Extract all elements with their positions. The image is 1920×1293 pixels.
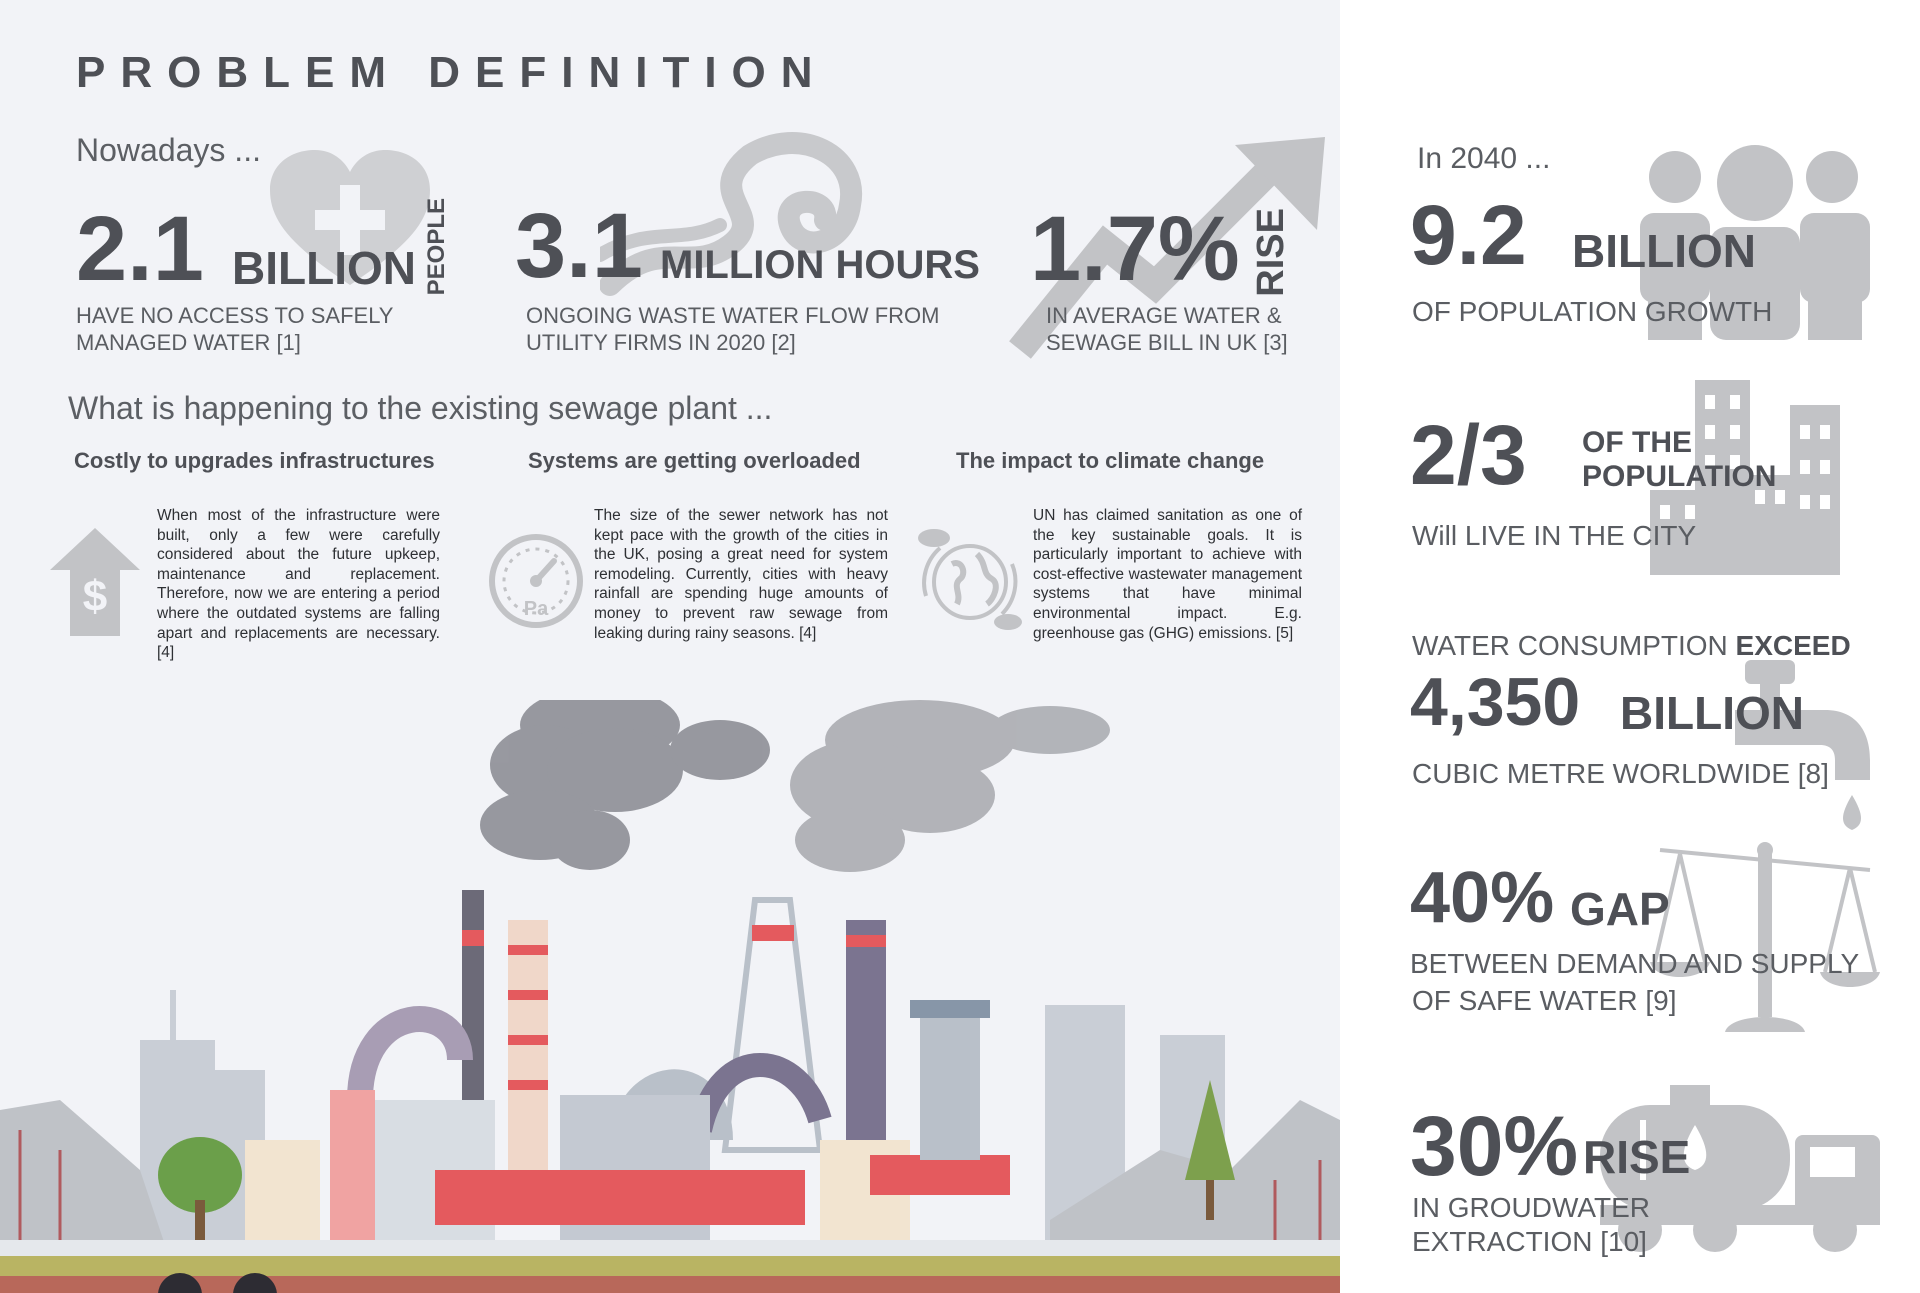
stat-caption: MANAGED WATER [1] xyxy=(76,330,301,355)
item-text: When most of the infrastructure were built, only a few were carefully considered about the future upkeep, maintenance and replacement. Therefore, now we are entering a period where the outdated systems are falling apart and replacements are necessary. [4] xyxy=(157,507,440,662)
item-heading: Systems are getting overloaded xyxy=(528,448,861,473)
globe-cycle-icon xyxy=(912,524,1024,636)
section-heading: What is happening to the existing sewage plant ... xyxy=(68,390,773,426)
item-text: The size of the sewer network has not kept pace with the growth of the cities in the UK, posing a great need for system remodeling. Currently, cities with heavy rainfall are spending huge amounts of money to prevent raw sewage from leaking during rainy seasons. [4] xyxy=(594,507,888,642)
scale-icon xyxy=(1650,842,1880,1032)
future-caption: BETWEEN DEMAND AND SUPPLY xyxy=(1410,948,1860,979)
nowadays-label: Nowadays ... xyxy=(76,132,261,168)
stat-unit: BILLION xyxy=(232,242,416,294)
stat-unit: MILLION HOURS xyxy=(660,243,980,287)
future-number: 4,350 xyxy=(1410,664,1581,740)
future-caption: IN GROUDWATER xyxy=(1412,1192,1650,1223)
future-number: 40% xyxy=(1410,858,1555,938)
future-pre-label xyxy=(1412,630,1851,662)
item-heading: Costly to upgrades infrastructures xyxy=(74,448,435,473)
stat-number: 3.1 xyxy=(515,195,643,297)
stat-caption: ONGOING WASTE WATER FLOW FROM xyxy=(526,303,940,328)
stat-caption: UTILITY FIRMS IN 2020 [2] xyxy=(526,330,796,355)
stat-side-label: RISE xyxy=(1250,208,1292,297)
stat-caption: HAVE NO ACCESS TO SAFELY xyxy=(76,303,394,328)
future-pre-bold: EXCEED xyxy=(1735,630,1851,661)
future-caption: OF POPULATION GROWTH xyxy=(1412,296,1773,327)
future-unit: POPULATION xyxy=(1582,460,1777,493)
item-text: UN has claimed sanitation as one of the key sustainable goals. It is particularly important to achieve with cost-effective wastewater management systems that have minimal environmental impact. E.g. greenhouse gas (GHG) emissions. [5] xyxy=(1033,507,1302,642)
svg-text:$: $ xyxy=(82,572,108,621)
future-unit: BILLION xyxy=(1572,225,1756,277)
factory-illustration xyxy=(0,700,1340,1293)
stat-number: 2.1 xyxy=(76,198,204,300)
stat-caption: IN AVERAGE WATER & xyxy=(1046,303,1282,328)
future-caption: OF SAFE WATER [9] xyxy=(1412,985,1677,1016)
future-unit: GAP xyxy=(1570,883,1670,935)
future-number: 2/3 xyxy=(1410,408,1527,502)
future-number: 30% xyxy=(1410,1099,1579,1193)
future-caption: CUBIC METRE WORLDWIDE [8] xyxy=(1412,758,1829,789)
future-pre-light: WATER CONSUMPTION xyxy=(1412,630,1736,661)
future-caption: EXTRACTION [10] xyxy=(1412,1226,1647,1257)
future-unit: BILLION xyxy=(1620,687,1804,739)
future-label: In 2040 ... xyxy=(1417,142,1551,175)
future-unit: OF THE xyxy=(1582,426,1692,459)
stat-caption: SEWAGE BILL IN UK [3] xyxy=(1046,330,1288,355)
stat-number: 1.7% xyxy=(1030,198,1240,300)
page-title: PROBLEM DEFINITION xyxy=(76,48,828,97)
future-unit: RISE xyxy=(1583,1131,1691,1183)
stat-side-label: PEOPLE xyxy=(423,198,450,296)
item-heading: The impact to climate change xyxy=(956,448,1265,473)
future-number: 9.2 xyxy=(1410,188,1527,282)
future-caption: Will LIVE IN THE CITY xyxy=(1412,520,1697,551)
dollar-up-icon xyxy=(50,528,140,636)
pressure-gauge-icon xyxy=(488,533,584,629)
gauge-label: Pa xyxy=(523,598,549,620)
